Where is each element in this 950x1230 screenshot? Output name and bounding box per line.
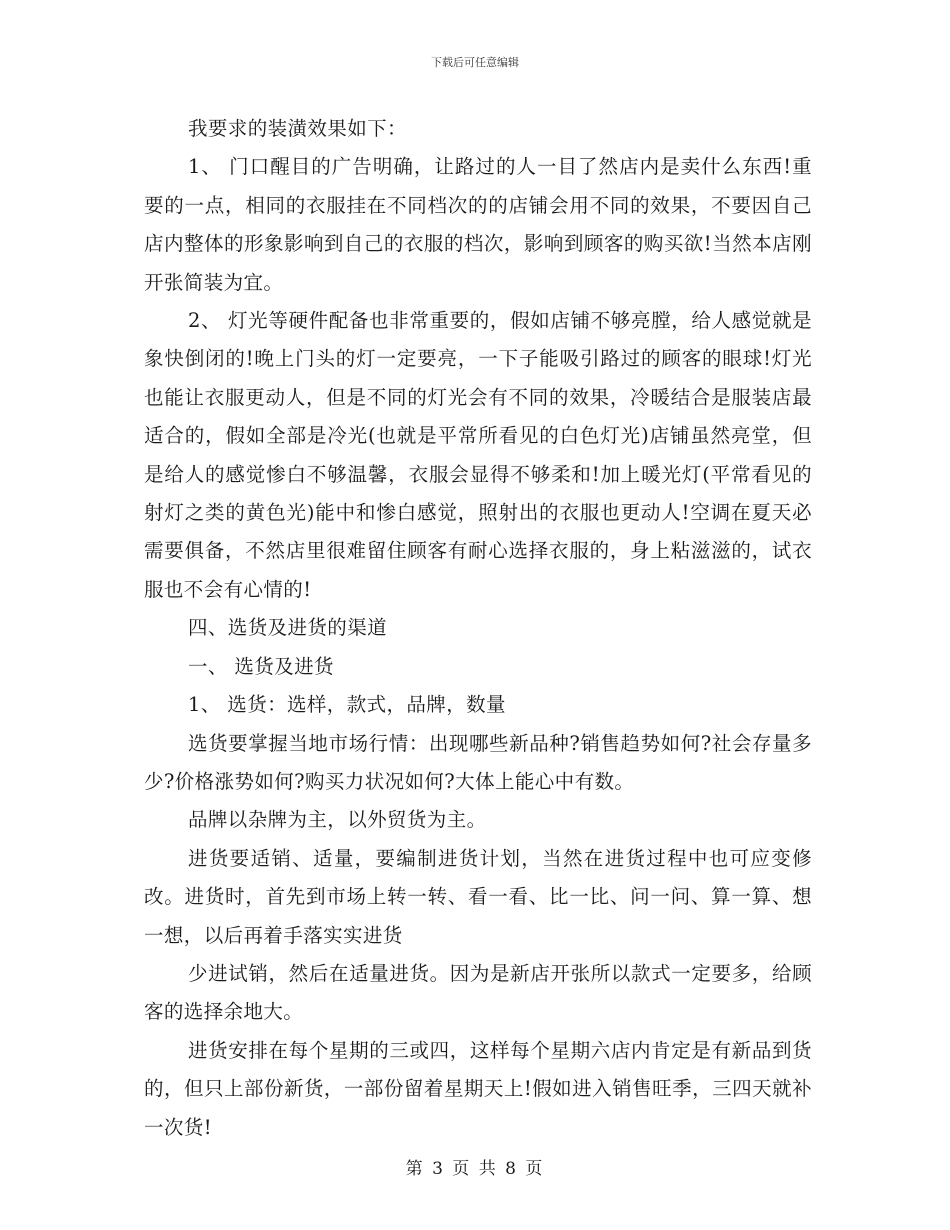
subsection-heading-selection: 一、 选货及进货 — [188, 654, 334, 678]
document-body — [144, 110, 812, 1147]
paragraph-signage: 1、 门口醒目的广告明确，让路过的人一目了然店内是卖什么东西!重要的一点，相同的衣服挂在不同档次的的店铺会用不同的效果，不要因自己店内整体的形象影响到自己的衣服的档次，影响到顾客的购买欲!当然本店刚开张简装为宜。 — [144, 155, 812, 294]
paragraph-restock-schedule: 进货安排在每个星期的三或四，这样每个星期六店内肯定是有新品到货的，但只上部份新货，一部份留着星期天上!假如进入销售旺季，三四天就补一次货! — [144, 1038, 812, 1139]
item-heading-selection-criteria: 1、 选货：选样，款式，品牌，数量 — [188, 693, 506, 717]
paragraph-brands: 品牌以杂牌为主，以外贸货为主。 — [188, 808, 487, 832]
page-header: 下载后可任意编辑 — [431, 56, 519, 69]
section-heading-purchasing-channels: 四、选货及进货的渠道 — [188, 616, 388, 640]
paragraph-trial-sales: 少进试销，然后在适量进货。因为是新店开张所以款式一定要多，给顾客的选择余地大。 — [144, 961, 812, 1024]
paragraph-decoration-intro: 我要求的装潢效果如下： — [188, 117, 407, 140]
paragraph-market-conditions: 选货要掌握当地市场行情：出现哪些新品种?销售趋势如何?社会存量多少?价格涨势如何?购买力状况如何?大体上能心中有数。 — [144, 731, 812, 793]
paragraph-lighting: 2、 灯光等硬件配备也非常重要的，假如店铺不够亮膛，给人感觉就是象快倒闭的!晚上门头的灯一定要亮，一下子能吸引路过的顾客的眼球!灯光也能让衣服更动人，但是不同的灯光会有不同的效果，冷暖结合是服装店最适合的，假如全部是冷光(也就是平常所看见的白色灯光)店铺虽然亮堂，但是给人的感觉惨白不够温馨，衣服会显得不够柔和!加上暖光灯(平常看见的射灯之类的黄色光)能中和惨白感觉，照射出的衣服也更动人!空调在夏天必需要俱备，不然店里很难留住顾客有耐心选择衣服的，身上粘滋滋的，试衣服也不会有心情的! — [144, 309, 812, 601]
paragraph-purchase-plan: 进货要适销、适量，要编制进货计划，当然在进货过程中也可应变修改。进货时，首先到市场上转一转、看一看、比一比、问一问、算一算、想一想，以后再着手落实实进货 — [144, 846, 812, 947]
page-footer: 第 3 页 共 8 页 — [405, 1159, 545, 1179]
